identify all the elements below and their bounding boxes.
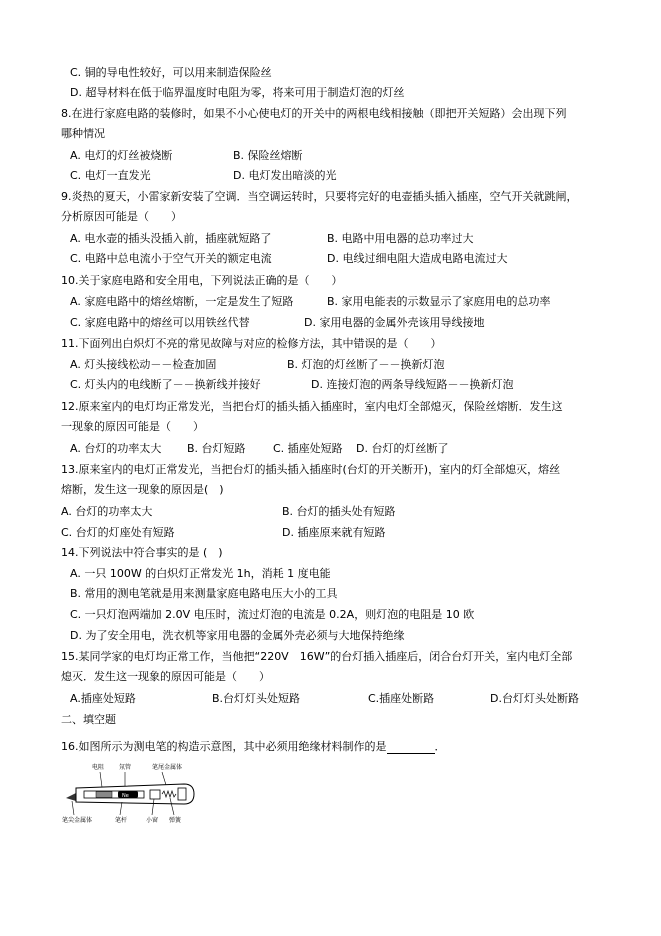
q8-stem-line2: 哪种情况 — [61, 127, 105, 140]
q12-option-d: D. 台灯的灯丝断了 — [356, 442, 449, 455]
q11-option-d: D. 连接灯泡的两条导线短路－－换新灯泡 — [311, 378, 514, 391]
q15-stem-line1: 15.某同学家的电灯均正常工作，当他把“220V 16W”的台灯插入插座后，闭合台灯开关，室内电灯全部 — [61, 650, 573, 663]
label-window: 小窗 — [146, 817, 159, 824]
label-tail-metal: 笔尾金属体 — [152, 764, 183, 771]
q11-stem: 11.下面列出白炽灯不亮的常见故障与对应的检修方法，其中错误的是（ ） — [61, 337, 442, 350]
test-pen-diagram — [62, 760, 202, 826]
q13-option-d: D. 插座原来就有短路 — [282, 526, 386, 539]
q10-option-a: A. 家庭电路中的熔丝熔断，一定是发生了短路 — [70, 295, 294, 308]
q10-option-d: D. 家用电器的金属外壳该用导线接地 — [304, 316, 485, 329]
q13-option-c: C. 台灯的灯座处有短路 — [61, 526, 175, 539]
label-resistor: 电阻 — [92, 764, 105, 771]
q16-answer-blank[interactable] — [387, 742, 435, 754]
q11-option-c: C. 灯头内的电线断了－－换新线并接好 — [70, 378, 261, 391]
q9-stem-line1: 9.炎热的夏天，小雷家新安装了空调．当空调运转时，只要将完好的电壶插头插入插座，空气开关就跳闸， — [61, 190, 578, 203]
leader-barrel — [120, 802, 122, 815]
q16-stem-end: ． — [434, 740, 446, 753]
q16-stem-text: 16.如图所示为测电笔的构造示意图，其中必须用绝缘材料制作的是 — [61, 740, 387, 753]
q9-option-b: B. 电路中用电器的总功率过大 — [327, 232, 474, 245]
q8-option-b: B. 保险丝熔断 — [233, 149, 303, 162]
q9-option-a: A. 电水壶的插头没插入前，插座就短路了 — [70, 232, 272, 245]
pen-resistor-shape — [96, 792, 112, 798]
label-barrel: 笔杆 — [115, 817, 128, 824]
leader-tip-metal — [72, 801, 74, 815]
q8-option-d: D. 电灯发出暗淡的光 — [233, 169, 337, 182]
q16-stem — [61, 740, 446, 754]
q7-option-d: D. 超导材料在低于临界温度时电阻为零，将来可用于制造灯泡的灯丝 — [70, 86, 405, 99]
q10-stem: 10.关于家庭电路和安全用电，下列说法正确的是（ ） — [61, 274, 343, 287]
label-tip-metal: 笔尖金属体 — [62, 817, 93, 824]
q8-option-a: A. 电灯的灯丝被烧断 — [70, 149, 173, 162]
leader-resistor — [100, 772, 102, 787]
q10-option-c: C. 家庭电路中的熔丝可以用铁丝代替 — [70, 316, 250, 329]
q14-stem: 14.下列说法中符合事实的是 ( ) — [61, 546, 223, 559]
section-title-fill-in: 二、填空题 — [61, 713, 116, 726]
pen-tip-metal-shape — [66, 793, 76, 801]
q8-option-c: C. 电灯一直发光 — [70, 169, 151, 182]
q13-option-a: A. 台灯的功率太大 — [61, 505, 153, 518]
q11-option-b: B. 灯泡的灯丝断了－－换新灯泡 — [287, 358, 445, 371]
q10-option-b: B. 家用电能表的示数显示了家庭用电的总功率 — [327, 295, 551, 308]
pen-window-shape — [150, 790, 160, 799]
q11-option-a: A. 灯头接线松动－－检查加固 — [70, 358, 217, 371]
q14-option-d: D. 为了安全用电，洗衣机等家用电器的金属外壳必须与大地保持绝缘 — [70, 629, 405, 642]
label-neon: 氖管 — [119, 764, 132, 771]
q14-option-b: B. 常用的测电笔就是用来测量家庭电路电压大小的工具 — [70, 587, 338, 600]
pen-tail-metal-shape — [178, 788, 186, 800]
q15-option-a: A.插座处短路 — [70, 692, 136, 705]
leader-tail-metal — [162, 772, 166, 785]
q9-stem-line2: 分析原因可能是（ ） — [61, 210, 182, 223]
q12-stem-line2: 一现象的原因可能是（ ） — [61, 420, 204, 433]
q15-option-b: B.台灯灯头处短路 — [212, 692, 301, 705]
q13-option-b: B. 台灯的插头处有短路 — [282, 505, 396, 518]
q8-stem-line1: 8.在进行家庭电路的装修时，如果不小心使电灯的开关中的两根电线相接触（即把开关短路）会出现下列 — [61, 107, 567, 120]
q7-option-c: C. 铜的导电性较好，可以用来制造保险丝 — [70, 66, 272, 79]
q12-option-b: B. 台灯短路 — [187, 442, 246, 455]
q14-option-c: C. 一只灯泡两端加 2.0V 电压时，流过灯泡的电流是 0.2A，则灯泡的电阻是 10 欧 — [70, 608, 475, 621]
q15-option-d: D.台灯灯头处断路 — [490, 692, 579, 705]
q13-stem-line1: 13.原来室内的电灯正常发光，当把台灯的插头插入插座时(台灯的开关断开)，室内的灯全部熄灭，熔丝 — [61, 463, 561, 476]
svg-text:Ne: Ne — [122, 793, 129, 799]
q12-option-a: A. 台灯的功率太大 — [70, 442, 162, 455]
q14-option-a: A. 一只 100W 的白炽灯正常发光 1h，消耗 1 度电能 — [70, 567, 331, 580]
q15-option-c: C.插座处断路 — [368, 692, 435, 705]
q9-option-d: D. 电线过细电阻大造成电路电流过大 — [327, 252, 508, 265]
q13-stem-line2: 熔断，发生这一现象的原因是( ) — [61, 483, 224, 496]
label-spring: 弹簧 — [169, 817, 182, 824]
q15-stem-line2: 熄灭．发生这一现象的原因可能是（ ） — [61, 670, 270, 683]
q12-option-c: C. 插座处短路 — [273, 442, 343, 455]
q9-option-c: C. 电路中总电流小于空气开关的额定电流 — [70, 252, 272, 265]
q12-stem-line1: 12.原来室内的电灯均正常发光，当把台灯的插头插入插座时，室内电灯全部熄灭，保险丝熔断．发生这 — [61, 400, 563, 413]
